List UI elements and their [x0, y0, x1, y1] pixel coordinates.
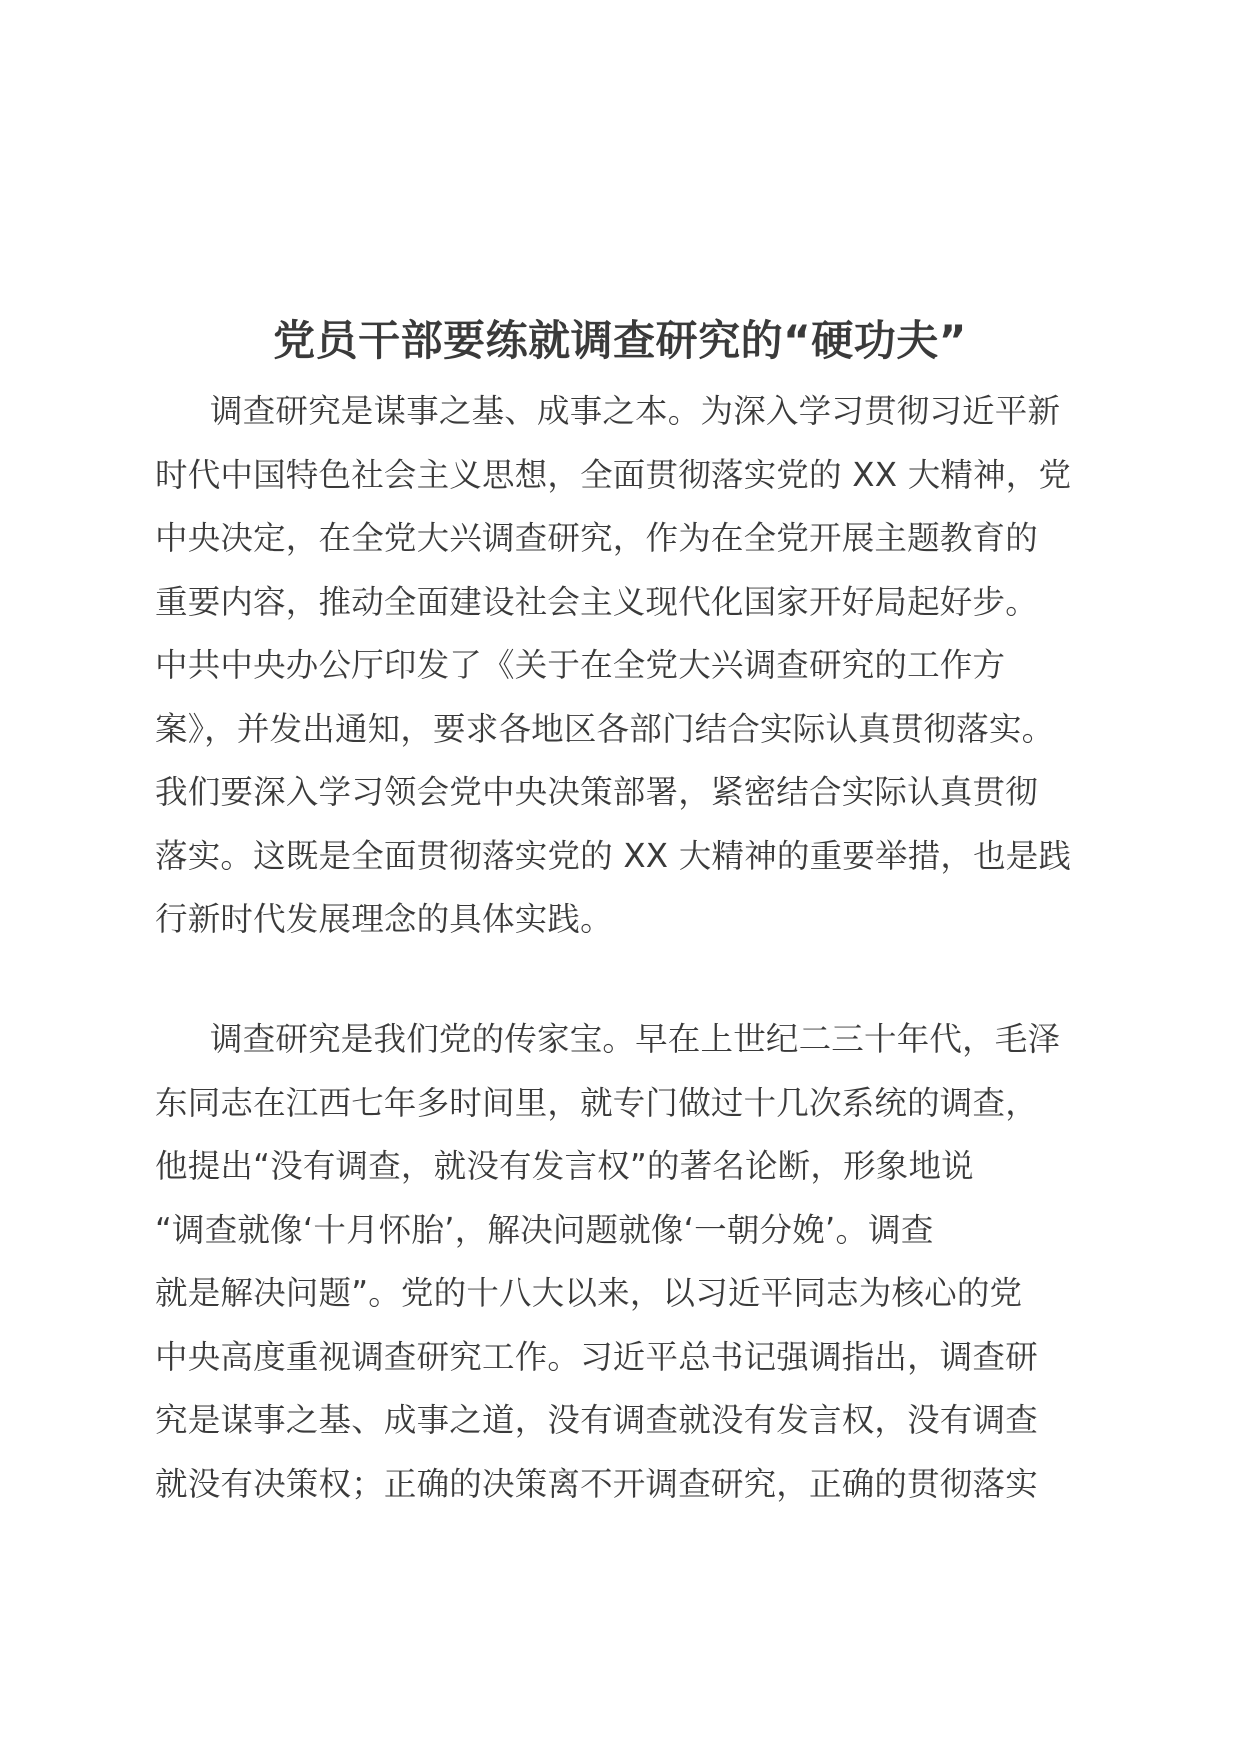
paragraph-line: 调查研究是我们党的传家宝。早在上世纪二三十年代，毛泽 — [210, 1020, 1061, 1058]
paragraph-line: 中央决定，在全党大兴调查研究，作为在全党开展主题教育的 — [155, 519, 1038, 557]
paragraph-line: 落实。这既是全面贯彻落实党的 XX 大精神的重要举措，也是践 — [155, 836, 1072, 875]
paragraph-line: 时代中国特色社会主义思想，全面贯彻落实党的 XX 大精神，党 — [155, 455, 1072, 494]
paragraph-line: 行新时代发展理念的具体实践。 — [155, 900, 613, 938]
paragraph-line: 他提出“没有调查，就没有发言权”的著名论断，形象地说 — [155, 1147, 974, 1185]
paragraph-line: 我们要深入学习领会党中央决策部署，紧密结合实际认真贯彻 — [155, 773, 1038, 811]
paragraph-line: 调查研究是谋事之基、成事之本。为深入学习贯彻习近平新 — [210, 392, 1061, 430]
document-title: 党员干部要练就调查研究的“硬功夫” — [273, 316, 967, 366]
paragraph-line: “调查就像‘十月怀胎’，解决问题就像‘一朝分娩’。调查 — [155, 1210, 934, 1249]
paragraph-line: 就没有决策权；正确的决策离不开调查研究，正确的贯彻落实 — [155, 1464, 1038, 1503]
paragraph-1 — [155, 380, 1085, 952]
paragraph-line: 重要内容，推动全面建设社会主义现代化国家开好局起好步。 — [155, 582, 1038, 621]
paragraph-line: 究是谋事之基、成事之道，没有调查就没有发言权，没有调查 — [155, 1401, 1038, 1439]
paragraph-line: 中央高度重视调查研究工作。习近平总书记强调指出，调查研 — [155, 1337, 1038, 1376]
paragraph-line: 案》，并发出通知，要求各地区各部门结合实际认真贯彻落实。 — [155, 709, 1055, 748]
paragraph-line: 就是解决问题”。党的十八大以来，以习近平同志为核心的党 — [155, 1274, 1023, 1312]
paragraph-line: 东同志在江西七年多时间里，就专门做过十几次系统的调查， — [155, 1083, 1038, 1122]
paragraph-line: 中共中央办公厅印发了《关于在全党大兴调查研究的工作方 — [155, 646, 1006, 684]
paragraph-2 — [155, 1008, 1085, 1516]
